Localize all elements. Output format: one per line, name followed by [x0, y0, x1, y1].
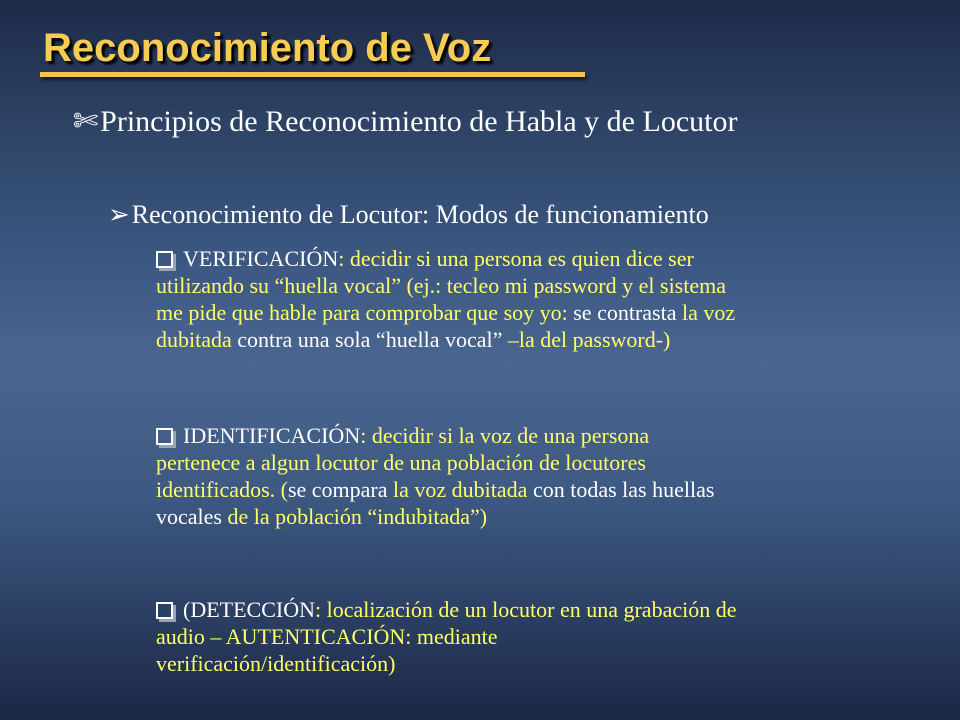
item-term: VERIFICACIÓN	[183, 246, 339, 271]
item-line: VERIFICACIÓN: decidir si una persona es quien dice ser	[156, 245, 946, 272]
item-line: pertenece a algun locutor de una población de locutores	[156, 450, 646, 475]
item-term: IDENTIFICACIÓN	[183, 423, 361, 448]
list-item-deteccion	[156, 596, 946, 677]
list-item-verificacion	[156, 245, 946, 353]
checkbox-bullet-icon	[156, 428, 173, 445]
list-item-identificacion	[156, 422, 946, 530]
level1-heading	[73, 103, 737, 141]
checkbox-bullet-icon	[156, 251, 173, 268]
title-underline	[40, 72, 585, 77]
slide-title: Reconocimiento de Voz	[43, 26, 492, 70]
checkbox-bullet-icon	[156, 602, 173, 619]
item-term: (DETECCIÓN	[183, 597, 315, 622]
item-line: IDENTIFICACIÓN: decidir si la voz de una persona	[156, 422, 946, 449]
item-line: vocales de la población “indubitada”)	[156, 504, 488, 529]
level2-heading	[108, 198, 709, 232]
item-line: audio – AUTENTICACIÓN: mediante	[156, 624, 498, 649]
item-line: identificados. (se compara la voz dubitada con todas las huellas	[156, 477, 715, 502]
scissors-bullet-icon: ✄	[73, 105, 99, 138]
level1-text: Principios de Reconocimiento de Habla y de Locutor	[100, 105, 738, 138]
level2-text: Modos de funcionamiento	[429, 200, 709, 229]
item-line: me pide que hable para comprobar que soy yo: se contrasta la voz	[156, 300, 736, 325]
arrow-bullet-icon: ➢	[108, 200, 130, 229]
item-line: (DETECCIÓN: localización de un locutor en una grabación de	[156, 596, 946, 623]
item-line: verificación/identificación)	[156, 651, 396, 676]
level2-label: Reconocimiento de Locutor:	[131, 200, 430, 229]
item-line: dubitada contra una sola “huella vocal” –la del password-)	[156, 327, 671, 352]
item-line: utilizando su “huella vocal” (ej.: tecleo mi password y el sistema	[156, 273, 726, 298]
